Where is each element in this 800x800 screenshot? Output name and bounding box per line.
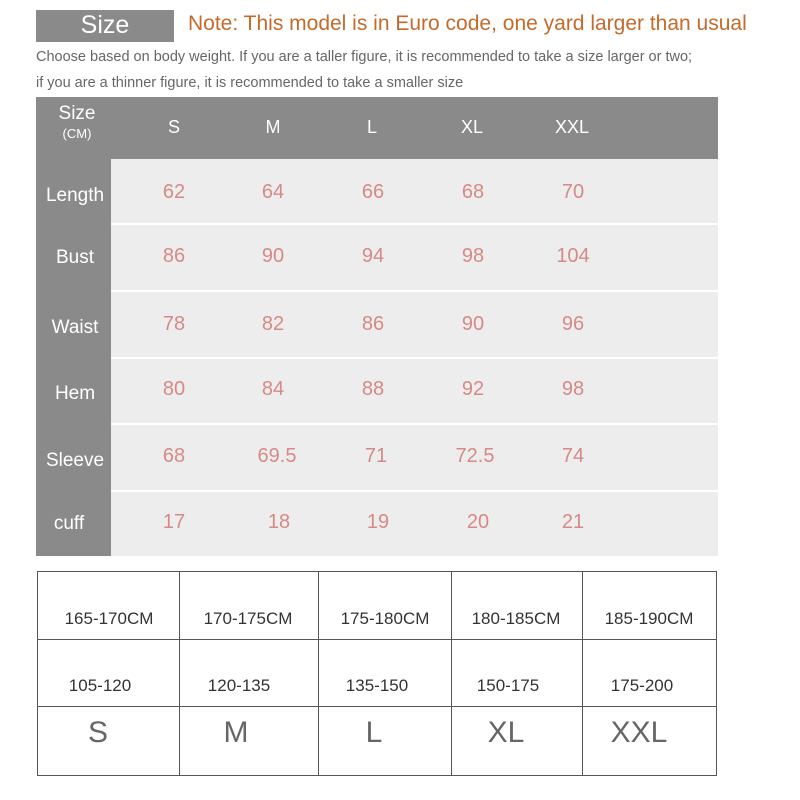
euro-code-note: Note: This model is in Euro code, one yard larger than usual [188,12,747,35]
size-tab: Size [36,10,174,42]
size-label: L [365,716,383,749]
weight-range: 175-200 [610,676,674,695]
cell-value: 98 [461,245,485,267]
table-row [36,159,718,223]
row-label: Sleeve [45,450,105,471]
cell-value: 64 [261,181,285,203]
row-label: Waist [51,317,99,338]
height-range: 185-190CM [604,609,694,628]
cell-value: 98 [561,378,585,400]
weight-range: 150-175 [476,676,540,695]
size-label: S [87,716,108,749]
row-label: Bust [55,247,95,268]
cell-value: 82 [261,313,285,335]
cell-value: 78 [162,313,186,335]
cell-value: 69.5 [257,445,297,467]
column-header-xxl: XXL [554,117,590,137]
column-header-m: M [265,117,281,137]
weight-range: 135-150 [345,676,409,695]
cell-value: 94 [361,245,385,267]
cell-value: 104 [556,245,590,267]
row-label: cuff [53,513,85,534]
table-row [36,359,718,423]
table-row [36,292,718,357]
cell-value: 19 [366,511,390,533]
cell-value: 71 [364,445,388,467]
column-header-s: S [167,117,180,137]
table-row [36,492,718,556]
cell-value: 72.5 [455,445,495,467]
size-advice [36,44,796,96]
cell-value: 80 [162,378,186,400]
height-range: 170-175CM [203,609,293,628]
size-chart-header [36,97,718,159]
fit-guide-grid [37,571,717,776]
cell-value: 90 [461,313,485,335]
row-label: Hem [54,383,96,404]
cell-value: 86 [361,313,385,335]
cell-value: 66 [361,181,385,203]
corner-unit: (CM) [62,126,92,141]
cell-value: 92 [461,378,485,400]
size-advice-line-2: if you are a thinner figure, it is recommended to take a smaller size [36,75,464,91]
size-chart-corner [36,103,118,143]
cell-value: 21 [561,511,585,533]
weight-range: 105-120 [68,676,132,695]
cell-value: 90 [261,245,285,267]
height-range: 165-170CM [64,609,154,628]
cell-value: 96 [561,313,585,335]
cell-value: 68 [461,181,485,203]
grid-line [38,706,716,707]
table-row [36,225,718,290]
cell-value: 62 [162,181,186,203]
size-label: M [223,716,249,749]
size-chart [36,97,718,556]
height-range: 175-180CM [340,609,430,628]
size-label: XXL [610,716,668,749]
cell-value: 17 [162,511,186,533]
column-header-l: L [366,117,377,137]
size-advice-line-1: Choose based on body weight. If you are a taller figure, it is recommended to take a size larger or two; [36,49,693,65]
cell-value: 88 [361,378,385,400]
column-header-xl: XL [460,117,484,137]
height-range: 180-185CM [471,609,561,628]
row-label: Length [45,185,105,206]
weight-range: 120-135 [207,676,271,695]
table-row [36,425,718,490]
grid-line [38,639,716,640]
cell-value: 18 [267,511,291,533]
cell-value: 74 [561,445,585,467]
size-label: XL [487,716,525,749]
cell-value: 70 [561,181,585,203]
cell-value: 68 [162,445,186,467]
cell-value: 20 [466,511,490,533]
cell-value: 86 [162,245,186,267]
cell-value: 84 [261,378,285,400]
corner-title: Size [58,103,96,124]
